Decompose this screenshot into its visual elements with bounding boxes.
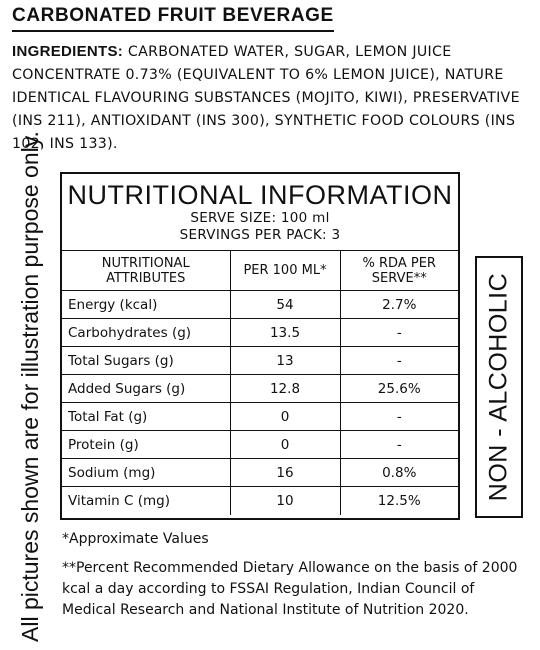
non-alcoholic-badge: [475, 256, 523, 518]
nutrient-per-100ml: 54: [230, 291, 340, 319]
approximate-values-note: *Approximate Values: [62, 531, 209, 547]
nutrient-name: Sodium (mg): [62, 459, 230, 487]
ingredients-label: INGREDIENTS:: [12, 43, 124, 60]
nutrient-name: Total Fat (g): [62, 403, 230, 431]
table-row: [62, 347, 458, 375]
table-row: [62, 459, 458, 487]
nutrient-name: Carbohydrates (g): [62, 319, 230, 347]
nutrient-rda: 2.7%: [340, 291, 458, 319]
nutrition-table: [62, 250, 458, 515]
nutrition-title: NUTRITIONAL INFORMATION: [67, 180, 453, 210]
servings-per-pack: SERVINGS PER PACK: 3: [179, 227, 341, 243]
nutrition-table-header: [62, 251, 458, 291]
table-row: [62, 487, 458, 515]
table-row: [62, 291, 458, 319]
table-row: [62, 319, 458, 347]
nutrient-rda: 0.8%: [340, 459, 458, 487]
non-alcoholic-text: NON - ALCOHOLIC: [484, 272, 513, 502]
header-per-100ml: PER 100 ML*: [230, 251, 340, 291]
nutrient-name: Total Sugars (g): [62, 347, 230, 375]
nutrient-name: Vitamin C (mg): [62, 487, 230, 515]
header-rda: % RDA PER SERVE**: [340, 251, 458, 291]
table-row: [62, 431, 458, 459]
nutrient-name: Energy (kcal): [62, 291, 230, 319]
nutrient-rda: 12.5%: [340, 487, 458, 515]
nutrient-per-100ml: 10: [230, 487, 340, 515]
nutrient-rda: -: [340, 347, 458, 375]
serve-size: SERVE SIZE: 100 ml: [190, 210, 330, 226]
nutrient-per-100ml: 16: [230, 459, 340, 487]
table-row: [62, 403, 458, 431]
table-row: [62, 375, 458, 403]
nutrient-per-100ml: 0: [230, 403, 340, 431]
nutrient-name: Protein (g): [62, 431, 230, 459]
nutrient-rda: -: [340, 319, 458, 347]
product-title: CARBONATED FRUIT BEVERAGE: [12, 4, 334, 32]
rda-footnote: **Percent Recommended Dietary Allowance on the basis of 2000 kcal a day according to FSSAI Regulation, Indian Council of Medical Research and National Institute of Nutrition 2020.: [62, 560, 518, 618]
nutrition-panel: [60, 172, 460, 520]
ingredients-block: [12, 40, 532, 156]
nutrient-per-100ml: 13: [230, 347, 340, 375]
nutrient-rda: 25.6%: [340, 375, 458, 403]
nutrition-header: [62, 174, 458, 250]
ingredients-text: CARBONATED WATER, SUGAR, LEMON JUICE CONCENTRATE 0.73% (EQUIVALENT TO 6% LEMON JUICE), NATURE IDENTICAL FLAVOURING SUBSTANCES (MOJITO, KIWI), PRESERVATIVE (INS 211), ANTIOXIDANT (INS 300), SYNTHETIC FOOD COLOURS (INS 102, INS 133).: [12, 44, 520, 152]
illustration-disclaimer: All pictures shown are for illustration purpose only.: [17, 131, 43, 642]
nutrient-rda: -: [340, 431, 458, 459]
nutrient-per-100ml: 13.5: [230, 319, 340, 347]
nutrient-per-100ml: 0: [230, 431, 340, 459]
header-attributes: NUTRITIONAL ATTRIBUTES: [62, 251, 230, 291]
nutrient-name: Added Sugars (g): [62, 375, 230, 403]
nutrient-per-100ml: 12.8: [230, 375, 340, 403]
nutrient-rda: -: [340, 403, 458, 431]
